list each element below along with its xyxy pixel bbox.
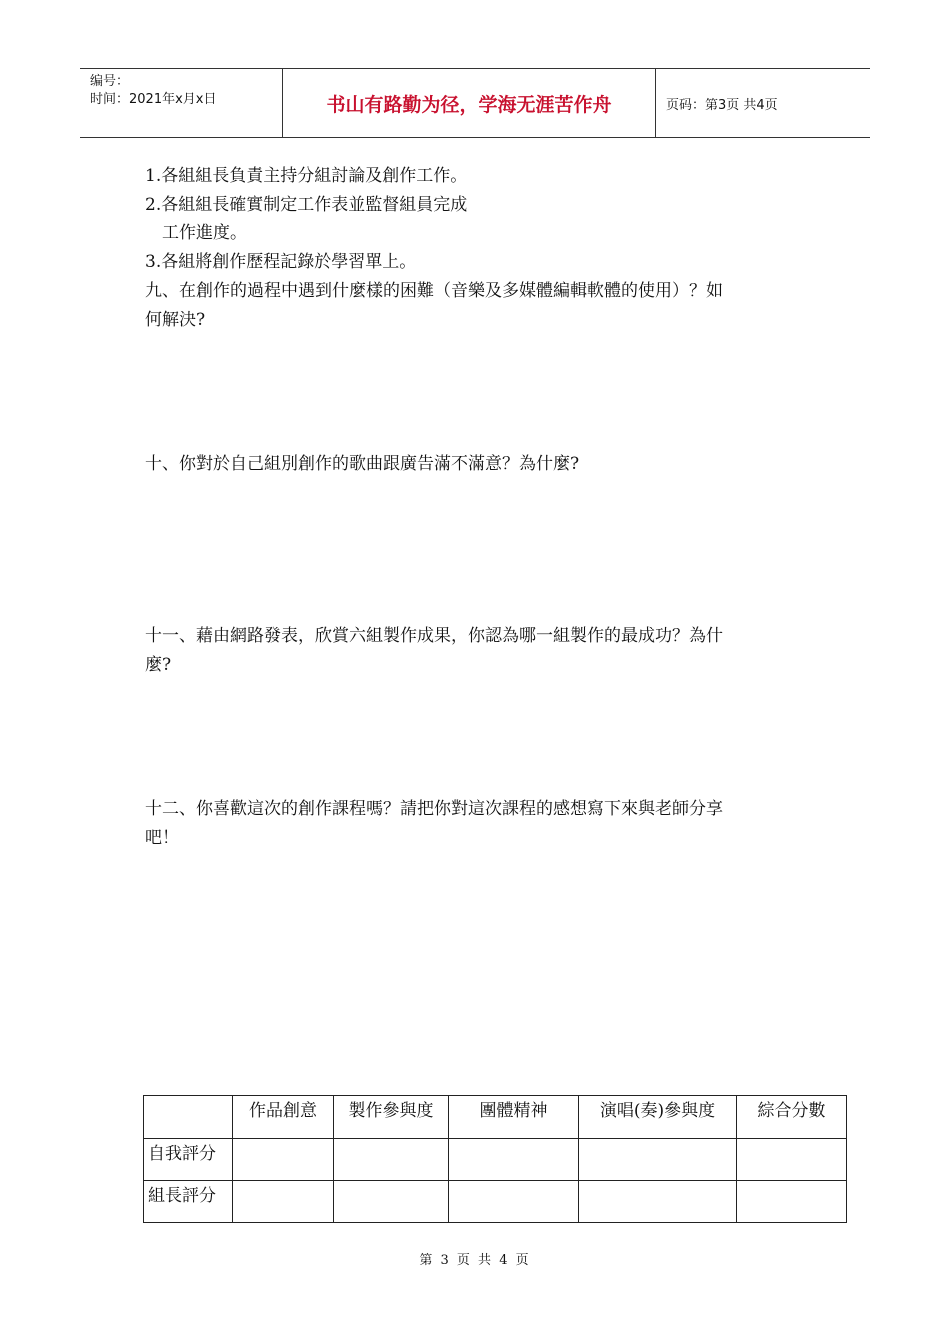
question-12-cont: 吧！ (145, 828, 179, 848)
header-divider (655, 69, 656, 137)
table-row (144, 1181, 847, 1223)
row-label-self: 自我評分 (144, 1139, 233, 1181)
question-12: 十二、你喜歡這次的創作課程嗎？請把你對這次課程的感想寫下來與老師分享 (145, 799, 723, 819)
header-meta (80, 69, 282, 137)
table-row (144, 1139, 847, 1181)
score-cell[interactable] (579, 1181, 737, 1223)
score-cell[interactable] (579, 1139, 737, 1181)
instruction-line: 3.各組將創作歷程記錄於學習單上。 (145, 252, 417, 272)
table-header-cell: 作品創意 (233, 1096, 334, 1139)
page-header (80, 68, 870, 138)
score-cell[interactable] (334, 1139, 449, 1181)
row-label-leader: 組長評分 (144, 1181, 233, 1223)
table-header-cell (144, 1096, 233, 1139)
header-page-code: 页码：第3页 共4页 (666, 97, 778, 113)
instruction-line: 工作進度。 (162, 223, 247, 243)
header-motto: 书山有路勤为径，学海无涯苦作舟 (326, 93, 612, 116)
instruction-line: 1.各組組長負責主持分組討論及創作工作。 (145, 166, 468, 186)
score-cell[interactable] (233, 1181, 334, 1223)
page-footer: 第 3 页 共 4 页 (419, 1253, 531, 1268)
table-header-row (144, 1096, 847, 1139)
question-11-cont: 麼? (145, 655, 172, 675)
table-header-cell: 綜合分數 (737, 1096, 847, 1139)
score-cell[interactable] (449, 1181, 579, 1223)
serial-label: 编号： (90, 74, 130, 89)
table-header-cell: 製作參與度 (334, 1096, 449, 1139)
score-cell[interactable] (737, 1181, 847, 1223)
table-header-cell: 演唱(奏)參與度 (579, 1096, 737, 1139)
table-header-cell: 團體精神 (449, 1096, 579, 1139)
score-cell[interactable] (449, 1139, 579, 1181)
time-label: 时间：2021年x月x日 (90, 92, 217, 107)
question-9: 九、在創作的過程中遇到什麼樣的困難（音樂及多媒體編輯軟體的使用）？如 (145, 281, 723, 301)
question-10: 十、你對於自己組別創作的歌曲跟廣告滿不滿意？為什麼? (145, 454, 580, 474)
question-11: 十一、藉由網路發表，欣賞六組製作成果，你認為哪一組製作的最成功？為什 (145, 626, 723, 646)
score-table (143, 1095, 847, 1223)
question-9-cont: 何解決? (145, 310, 206, 330)
score-cell[interactable] (334, 1181, 449, 1223)
instruction-line: 2.各組組長確實制定工作表並監督組員完成 (145, 195, 468, 215)
score-cell[interactable] (233, 1139, 334, 1181)
score-cell[interactable] (737, 1139, 847, 1181)
